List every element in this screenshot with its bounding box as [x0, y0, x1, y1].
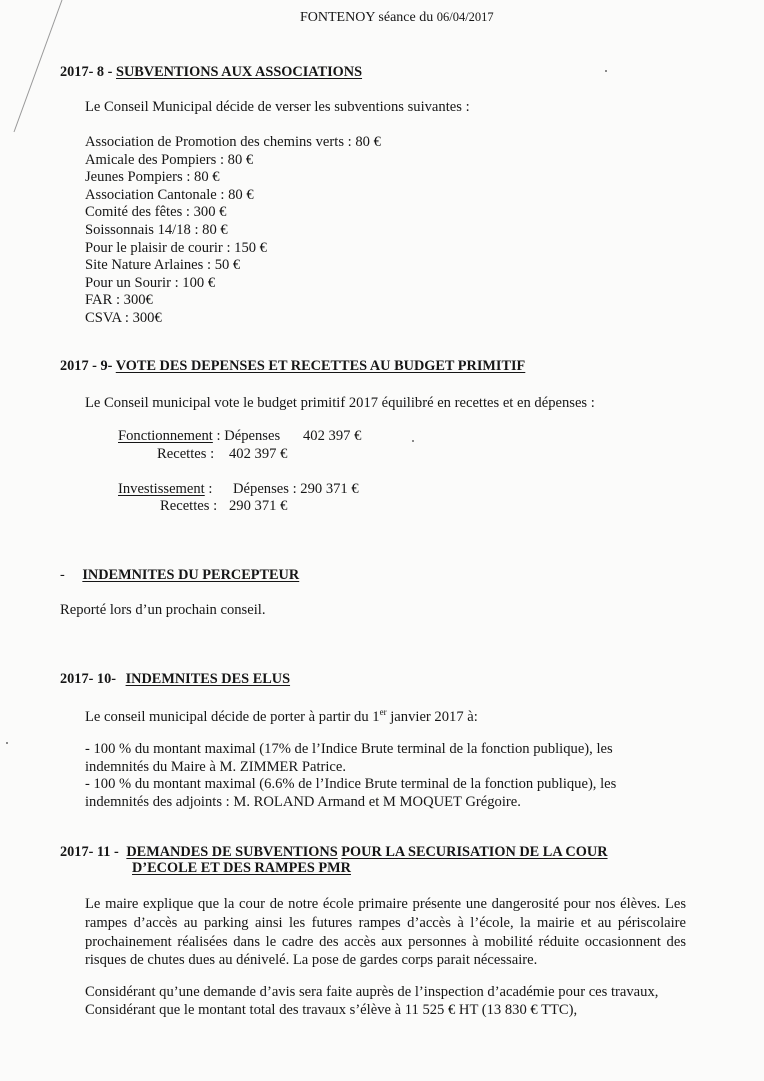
- fonctionnement-depenses-value: 402 397 €: [303, 428, 362, 444]
- list-item: Pour un Sourir : 100 €: [85, 274, 216, 291]
- list-item: Comité des fêtes : 300 €: [85, 204, 227, 221]
- scan-speck: [605, 70, 607, 72]
- section-number: 2017 - 9-: [60, 358, 113, 374]
- section-10-heading: [60, 671, 290, 688]
- section-title: INDEMNITES DU PERCEPTEUR: [82, 567, 300, 583]
- text-line: indemnités des adjoints : M. ROLAND Armand et M MOQUET Grégoire.: [85, 793, 521, 810]
- section-8-heading: [60, 64, 362, 81]
- list-item: FAR : 300€: [85, 292, 153, 309]
- section-11-heading-line-2: [132, 860, 351, 877]
- fonctionnement-recettes-label: Recettes :: [157, 446, 215, 462]
- heading-dash: -: [60, 567, 65, 583]
- investissement-colon: :: [208, 481, 213, 497]
- header-title: FONTENOY séance du: [300, 10, 434, 25]
- list-item: Soissonnais 14/18 : 80 €: [85, 221, 228, 238]
- scan-speck: [412, 440, 414, 442]
- list-item: CSVA : 300€: [85, 309, 162, 326]
- section-11-considerants: [85, 984, 658, 1019]
- section-number: 2017- 8 -: [60, 64, 113, 80]
- list-item: Association de Promotion des chemins verts : 80 €: [85, 134, 381, 150]
- list-item: Pour le plaisir de courir : 150 €: [85, 239, 267, 256]
- section-title-part-3: D’ECOLE ET DES RAMPES PMR: [132, 860, 351, 876]
- intro-text: Le conseil municipal décide de porter à partir du 1: [85, 708, 380, 725]
- section-title: VOTE DES DEPENSES ET RECETTES AU BUDGET PRIMITIF: [115, 358, 526, 374]
- investissement-recettes-value: 290 371 €: [229, 498, 288, 514]
- text-line: indemnités du Maire à M. ZIMMER Patrice.: [85, 758, 347, 775]
- section-title-part-2: POUR LA SECURISATION DE LA COUR: [341, 844, 608, 860]
- text-line: - 100 % du montant maximal (6.6% de l’Indice Brute terminal de la fonction publique), les: [85, 776, 617, 793]
- header-date: 06/04/2017: [436, 10, 494, 24]
- percepteur-heading: [60, 567, 299, 584]
- fonctionnement-label: Fonctionnement: [118, 428, 213, 444]
- investissement-line: [118, 481, 212, 498]
- section-title: SUBVENTIONS AUX ASSOCIATIONS: [116, 64, 363, 80]
- fonctionnement-recettes-value: 402 397 €: [229, 446, 288, 462]
- fonctionnement-line: [118, 428, 280, 445]
- ordinal-suffix: er: [379, 707, 387, 717]
- fonctionnement-depenses-label: : Dépenses: [216, 428, 281, 444]
- text-line: - 100 % du montant maximal (17% de l’Indice Brute terminal de la fonction publique), les: [85, 741, 613, 757]
- list-item: Amicale des Pompiers : 80 €: [85, 151, 254, 168]
- section-11-paragraph: Le maire explique que la cour de notre école primaire présente une dangerosité pour nos élèves. Les rampes d’accès au parking ainsi les futures rampes d’accès à l’école, la mairie et au périscolaire prochainement réalisées dans le cadre des accès aux personnes à mobilité réduite occasionnent des risques de chutes dues au dénivelé. La pose de gardes corps parait nécessaire.: [85, 896, 686, 969]
- text-line: Considérant qu’une demande d’avis sera faite auprès de l’inspection d’académie pour ces travaux,: [85, 984, 659, 1000]
- list-item: Site Nature Arlaines : 50 €: [85, 257, 241, 274]
- section-title: INDEMNITES DES ELUS: [125, 671, 291, 687]
- scan-speck: [6, 742, 8, 744]
- list-item: Association Cantonale : 80 €: [85, 186, 254, 203]
- section-8-intro: Le Conseil Municipal décide de verser les subventions suivantes :: [85, 99, 470, 115]
- section-9-intro: Le Conseil municipal vote le budget primitif 2017 équilibré en recettes et en dépenses :: [85, 395, 595, 411]
- list-item: Jeunes Pompiers : 80 €: [85, 169, 220, 186]
- section-title-part-1: DEMANDES DE SUBVENTIONS: [126, 844, 338, 860]
- investissement-depenses: Dépenses : 290 371 €: [233, 481, 359, 497]
- subsidy-list: [85, 134, 381, 328]
- section-11-heading: [60, 844, 608, 861]
- text-line: Considérant que le montant total des travaux s’élève à 11 525 € HT (13 830 € TTC),: [85, 1001, 578, 1018]
- section-10-body: [85, 741, 616, 811]
- section-10-intro: [85, 707, 478, 726]
- section-9-heading: [60, 358, 525, 375]
- section-number: 2017- 11 -: [60, 844, 119, 860]
- investissement-label: Investissement: [118, 481, 205, 497]
- percepteur-text: Reporté lors d’un prochain conseil.: [60, 602, 266, 618]
- section-number: 2017- 10-: [60, 671, 116, 687]
- page-header: [300, 10, 494, 26]
- intro-text-end: janvier 2017 à:: [386, 708, 478, 725]
- investissement-recettes-label: Recettes :: [160, 498, 218, 514]
